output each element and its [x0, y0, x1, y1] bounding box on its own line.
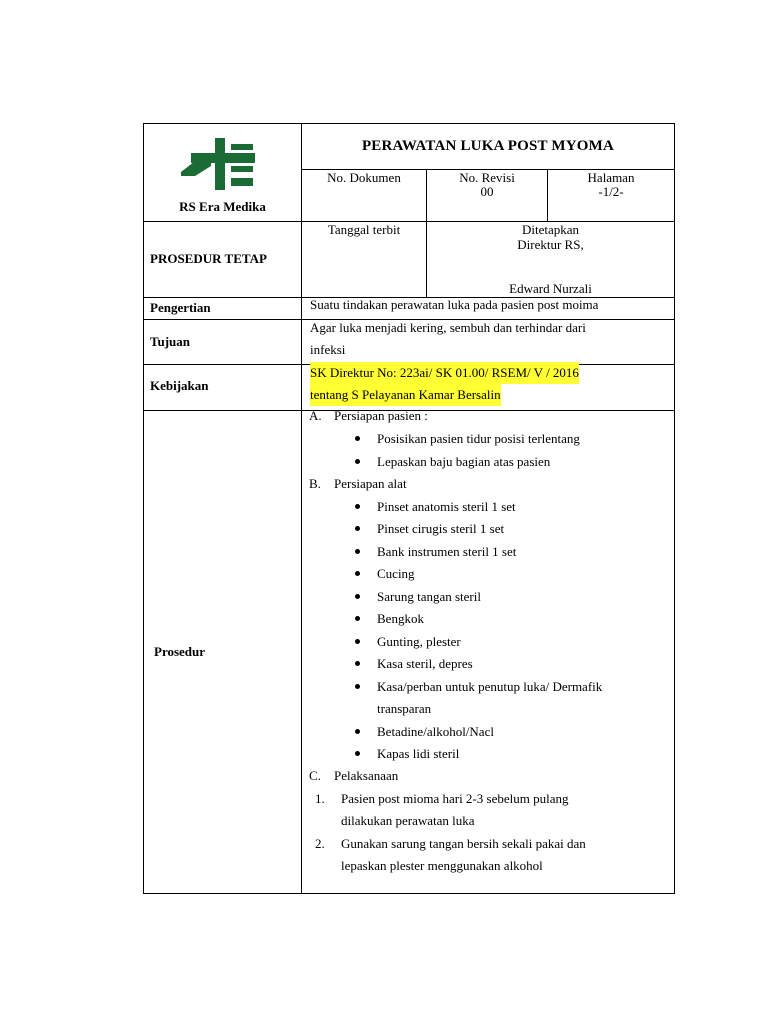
step-text: lepaskan plester menggunakan alkohol — [341, 858, 543, 873]
no-revisi-label: No. Revisi — [459, 170, 515, 185]
signatory-name: Edward Nurzali — [509, 281, 592, 296]
tujuan-text: Agar luka menjadi kering, sembuh dan terhindar dari — [310, 320, 586, 335]
bullet-icon — [355, 616, 360, 621]
list-item: Posisikan pasien tidur posisi terlentang — [377, 431, 580, 446]
kebijakan-text: tentang S Pelayanan Kamar Bersalin — [310, 384, 501, 406]
step-number: 2. — [315, 836, 325, 851]
list-item: Bank instrumen steril 1 set — [377, 544, 517, 559]
bullet-icon — [355, 549, 360, 554]
section-a-title: Persiapan pasien : — [334, 408, 428, 423]
tujuan-text: infeksi — [310, 342, 346, 357]
halaman-value: -1/2- — [598, 184, 624, 199]
no-revisi-value: 00 — [480, 184, 494, 199]
bullet-icon — [355, 751, 360, 756]
list-item: Bengkok — [377, 611, 424, 626]
hospital-name: RS Era Medika — [179, 199, 266, 214]
section-marker: A. — [309, 408, 322, 423]
bullet-icon — [355, 639, 360, 644]
bullet-icon — [355, 594, 360, 599]
list-item: Pinset anatomis steril 1 set — [377, 499, 516, 514]
list-item: Sarung tangan steril — [377, 589, 481, 604]
bullet-icon — [355, 459, 360, 464]
document-title: PERAWATAN LUKA POST MYOMA — [361, 138, 615, 154]
list-item: Betadine/alkohol/Nacl — [377, 724, 494, 739]
step-text: dilakukan perawatan luka — [341, 813, 475, 828]
bullet-icon — [355, 729, 360, 734]
hospital-logo — [181, 138, 257, 190]
list-item: transparan — [377, 701, 432, 716]
prosedur-label: Prosedur — [154, 644, 206, 659]
step-text: Pasien post mioma hari 2-3 sebelum pulang — [341, 791, 569, 806]
bullet-icon — [355, 661, 360, 666]
section-marker: B. — [309, 476, 321, 491]
no-dokumen-label: No. Dokumen — [327, 170, 401, 185]
bullet-icon — [355, 684, 360, 689]
halaman-label: Halaman — [587, 170, 635, 185]
pengertian-label: Pengertian — [150, 300, 211, 315]
list-item: Kasa steril, depres — [377, 656, 473, 671]
section-marker: C. — [309, 768, 321, 783]
section-b-title: Persiapan alat — [334, 476, 407, 491]
ditetapkan-label: Ditetapkan — [521, 222, 580, 237]
bullet-icon — [355, 436, 360, 441]
list-item: Gunting, plester — [377, 634, 461, 649]
list-item: Lepaskan baju bagian atas pasien — [377, 454, 551, 469]
bullet-icon — [355, 571, 360, 576]
tanggal-terbit-label: Tanggal terbit — [327, 222, 401, 237]
list-item: Cucing — [377, 566, 415, 581]
tujuan-label: Tujuan — [150, 334, 190, 349]
kebijakan-label: Kebijakan — [150, 378, 209, 393]
kebijakan-text: SK Direktur No: 223ai/ SK 01.00/ RSEM/ V / 2016 — [310, 362, 579, 384]
pengertian-text: Suatu tindakan perawatan luka pada pasien post moima — [310, 297, 599, 312]
list-item: Pinset cirugis steril 1 set — [377, 521, 505, 536]
bullet-icon — [355, 504, 360, 509]
direktur-label: Direktur RS, — [517, 237, 584, 252]
step-text: Gunakan sarung tangan bersih sekali pakai dan — [341, 836, 586, 851]
bullet-icon — [355, 526, 360, 531]
list-item: Kasa/perban untuk penutup luka/ Dermafik — [377, 679, 603, 694]
prosedur-tetap-label: PROSEDUR TETAP — [150, 251, 267, 266]
list-item: Kapas lidi steril — [377, 746, 460, 761]
section-c-title: Pelaksanaan — [334, 768, 399, 783]
sop-document — [143, 123, 675, 894]
step-number: 1. — [315, 791, 325, 806]
